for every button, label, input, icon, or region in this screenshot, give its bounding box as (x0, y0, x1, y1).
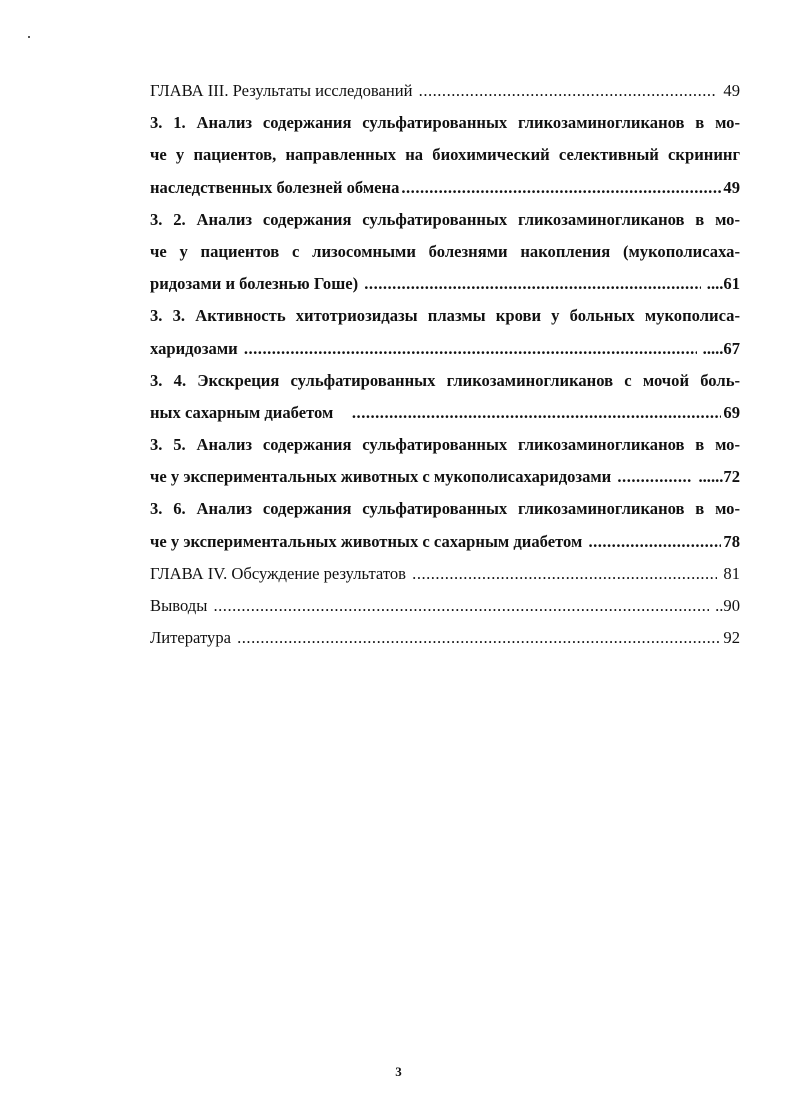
toc-entry-chapter-4 (150, 558, 740, 590)
toc-entry-3-6-line-1: 3. 6. Анализ содержания сульфатированных гликозаминогликанов в мо- (150, 499, 740, 519)
toc-entry-page: 78 (723, 531, 740, 551)
toc-entry-text: наследственных болезней обмена (150, 177, 400, 197)
toc-entry-page: 69 (723, 402, 740, 422)
dot-leader (419, 75, 718, 107)
dot-leader (588, 526, 721, 558)
toc-entry-text: че у экспериментальных животных с сахарным диабетом (150, 531, 587, 551)
dot-leader (364, 268, 700, 300)
toc-entry-3-5-line-1: 3. 5. Анализ содержания сульфатированных гликозаминогликанов в мо- (150, 435, 740, 455)
toc-entry-3-4-line-1: 3. 4. Экскреция сульфатированных гликозаминогликанов с мочой боль- (150, 370, 740, 390)
toc-entry-3-5-line-2 (150, 461, 740, 493)
toc-entry-3-6-line-2 (150, 526, 740, 558)
toc-entry-text: ГЛАВА IV. Обсуждение результатов (150, 563, 411, 583)
toc-entry-page: 49 (723, 177, 740, 197)
toc-entry-page: ....61 (702, 274, 740, 294)
toc-entry-3-2-line-2: че у пациентов с лизосомными болезнями накопления (мукополисаха- (150, 241, 740, 261)
toc-entry-page: .....67 (698, 338, 740, 358)
toc-entry-chapter-3 (150, 75, 740, 107)
dot-leader (617, 461, 692, 493)
toc-entry-3-1-line-2: че у пациентов, направленных на биохимический селективный скрининг (150, 145, 740, 165)
toc-entry-text: ных сахарным диабетом (150, 402, 350, 422)
toc-entry-text: харидозами (150, 338, 242, 358)
page-number: 3 (395, 1064, 402, 1079)
dot-leader (214, 590, 709, 622)
toc-entry-3-3-line-1: 3. 3. Активность хитотриозидазы плазмы крови у больных мукополиса- (150, 306, 740, 326)
toc-entry-conclusions (150, 590, 740, 622)
toc-entry-3-2-line-3 (150, 268, 740, 300)
toc-entry-3-1-line-3 (150, 172, 740, 204)
toc-entry-page: 49 (719, 81, 740, 100)
dot-leader (352, 397, 722, 429)
toc-entry-page: ......72 (694, 467, 740, 487)
scan-speck (28, 36, 30, 38)
toc-entry-text: Выводы (150, 596, 212, 615)
toc-entry-text: че у экспериментальных животных с мукополисахаридозами (150, 467, 616, 487)
toc-entry-text: ридозами и болезнью Гоше) (150, 274, 363, 294)
dot-leader (401, 172, 721, 204)
toc-entry-text: Литература (150, 628, 236, 648)
toc-entry-3-2-line-1: 3. 2. Анализ содержания сульфатированных гликозаминогликанов в мо- (150, 209, 740, 229)
dot-leader (412, 558, 717, 590)
toc-entry-3-1-line-1: 3. 1. Анализ содержания сульфатированных гликозаминогликанов в мо- (150, 113, 740, 133)
toc-entry-literature (150, 622, 740, 654)
dot-leader (244, 333, 697, 365)
toc-entry-text: ГЛАВА III. Результаты исследований (150, 81, 417, 100)
toc-entry-page: 92 (723, 628, 740, 648)
toc-entry-page: ..90 (710, 596, 740, 615)
toc-entry-3-4-line-2 (150, 397, 740, 429)
table-of-contents (150, 75, 740, 654)
toc-entry-page: 81 (719, 563, 740, 583)
toc-entry-3-3-line-2 (150, 333, 740, 365)
dot-leader (237, 622, 721, 654)
